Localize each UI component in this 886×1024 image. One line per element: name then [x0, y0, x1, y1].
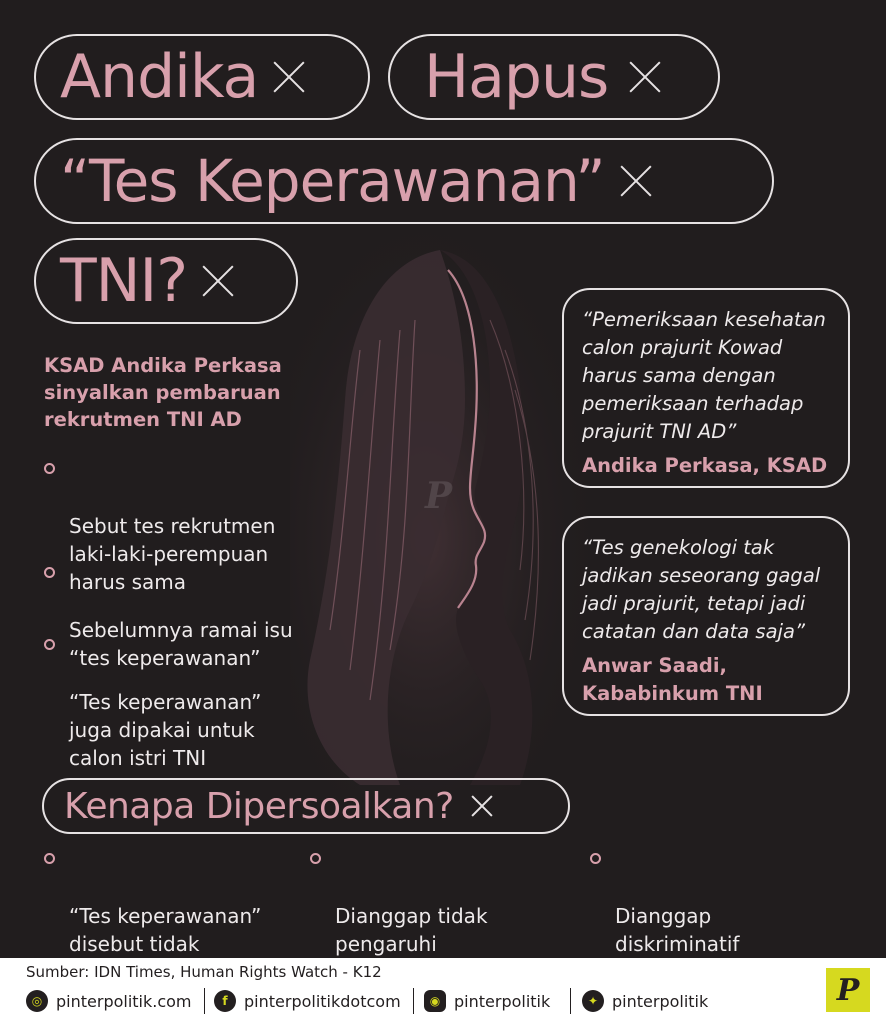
x-mark-icon [630, 62, 660, 92]
twitter-icon: ✦ [582, 990, 604, 1012]
quote-author: Andika Perkasa, KSAD [582, 454, 828, 477]
title-pill-hapus [388, 34, 720, 120]
intro-bullet [44, 632, 339, 772]
why-point-text: Dianggap diskriminatif [615, 904, 740, 956]
x-mark-icon [274, 62, 304, 92]
pinterpolitik-logo: P [826, 968, 870, 1012]
x-mark-icon [472, 796, 492, 816]
title-phrase-tes-keperawanan: “Tes Keperawanan” [60, 147, 605, 215]
why-point [310, 846, 595, 958]
x-mark-icon [621, 166, 651, 196]
watermark-logo: P [425, 475, 453, 517]
circle-bullet-icon [44, 567, 55, 578]
website-label: pinterpolitik.com [56, 991, 192, 1011]
quote-text: “Tes genekologi tak jadikan seseorang gagal jadi prajurit, tetapi jadi catatan dan data saja” [582, 536, 821, 643]
circle-bullet-icon [44, 853, 55, 864]
divider [204, 988, 205, 1014]
why-point [44, 846, 309, 958]
circle-bullet-icon [310, 853, 321, 864]
globe-icon: ◎ [26, 990, 48, 1012]
title-pill-tes-keperawanan [34, 138, 774, 224]
circle-bullet-icon [44, 639, 55, 650]
why-title: Kenapa Dipersoalkan? [64, 785, 454, 827]
why-point [590, 846, 885, 958]
instagram-link[interactable] [424, 988, 550, 1014]
title-word-hapus: Hapus [424, 42, 609, 112]
quote-box-andika [562, 288, 850, 488]
circle-bullet-icon [590, 853, 601, 864]
intro-bullet-text: Sebelumnya ramai isu “tes keperawanan” [69, 618, 293, 670]
source-credit: Sumber: IDN Times, Human Rights Watch - K12 [26, 963, 382, 981]
intro-bullet-text: Sebut tes rekrutmen laki-laki-perempuan harus sama [69, 514, 276, 594]
x-mark-icon [203, 266, 233, 296]
divider [413, 988, 414, 1014]
quote-author: Anwar Saadi, Kababinkum TNI [582, 654, 763, 705]
instagram-label: pinterpolitik [454, 991, 551, 1011]
title-word-andika: Andika [60, 42, 259, 112]
website-link[interactable] [26, 988, 192, 1014]
twitter-label: pinterpolitik [612, 991, 709, 1011]
twitter-link[interactable] [582, 988, 708, 1014]
quote-text: “Pemeriksaan kesehatan calon prajurit Kowad harus sama dengan pemeriksaan terhadap prajurit TNI AD” [582, 308, 826, 443]
facebook-link[interactable] [214, 988, 401, 1014]
circle-bullet-icon [44, 463, 55, 474]
why-point-text: “Tes keperawanan” disebut tidak [69, 904, 262, 956]
why-pill [42, 778, 570, 834]
intro-bullet-text: “Tes keperawanan” juga dipakai untuk calon istri TNI [69, 690, 262, 770]
footer-bar [0, 958, 886, 1024]
intro-heading: KSAD Andika Perkasa sinyalkan pembaruan rekrutmen TNI AD [44, 354, 282, 431]
facebook-icon: f [214, 990, 236, 1012]
title-pill-tni [34, 238, 298, 324]
why-point-text: Dianggap tidak pengaruhi [335, 904, 488, 956]
quote-box-anwar [562, 516, 850, 716]
instagram-icon: ◉ [424, 990, 446, 1012]
divider [570, 988, 571, 1014]
title-pill-andika [34, 34, 370, 120]
title-word-tni: TNI? [60, 246, 188, 316]
facebook-label: pinterpolitikdotcom [244, 991, 401, 1011]
